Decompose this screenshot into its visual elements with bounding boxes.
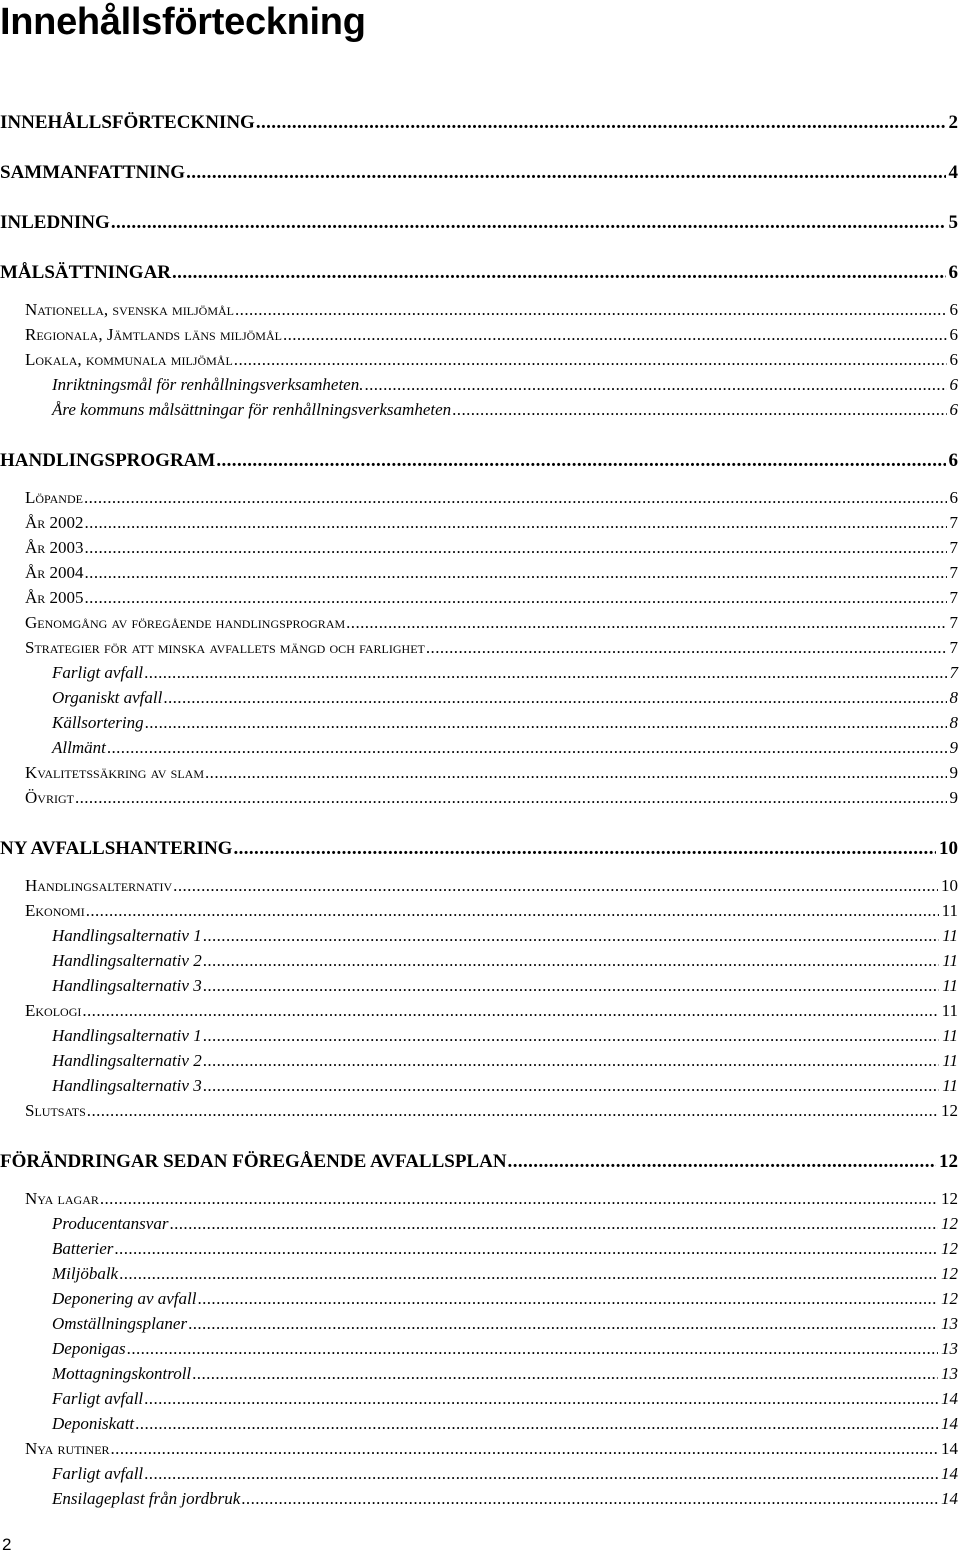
toc-entry-page: 6 <box>949 300 958 319</box>
toc-entry-label: Deponering av avfall <box>52 1289 197 1308</box>
toc-entry[interactable] <box>0 1338 958 1360</box>
dot-leader <box>172 261 945 285</box>
dot-leader <box>144 662 946 684</box>
toc-entry-label: Nationella, svenska miljömål <box>25 300 235 319</box>
toc-entry[interactable] <box>0 900 958 922</box>
toc-entry-page: 14 <box>941 1464 958 1483</box>
toc-entry-label: Handlingsalternativ 3 <box>52 976 202 995</box>
dot-leader <box>85 587 947 609</box>
dot-leader <box>205 762 946 784</box>
dot-leader <box>107 737 947 759</box>
dot-leader <box>234 349 947 371</box>
toc-entry-label: HANDLINGSPROGRAM <box>0 450 216 471</box>
toc-entry-page: 6 <box>949 350 958 369</box>
toc-entry-page: 6 <box>948 262 958 283</box>
toc-entry[interactable] <box>0 537 958 559</box>
toc-entry-label: MÅLSÄTTNINGAR <box>0 262 172 283</box>
dot-leader <box>283 324 947 346</box>
toc-entry-page: 2 <box>948 112 958 133</box>
dot-leader <box>119 1263 938 1285</box>
toc-entry-page: 7 <box>949 638 958 657</box>
toc-entry-page: 11 <box>941 1001 958 1020</box>
toc-entry-label: Handlingsalternativ <box>25 876 173 895</box>
toc-entry-label: Handlingsalternativ 1 <box>52 1026 202 1045</box>
toc-entry-page: 11 <box>942 1051 958 1070</box>
toc-entry[interactable] <box>0 762 958 784</box>
dot-leader <box>84 487 947 509</box>
toc-entry[interactable] <box>0 324 958 346</box>
toc-entry-label: Batterier <box>52 1239 114 1258</box>
toc-entry-label: Nya lagar <box>25 1189 99 1208</box>
toc-entry-label: Farligt avfall <box>52 663 144 682</box>
toc-entry-label: Lokala, kommunala miljömål <box>25 350 233 369</box>
toc-entry-label: Ensilageplast från jordbruk <box>52 1489 241 1508</box>
toc-entry-page: 14 <box>941 1414 958 1433</box>
toc-entry[interactable] <box>0 875 958 897</box>
toc-entry-label: Farligt avfall <box>52 1389 144 1408</box>
dot-leader <box>186 161 945 185</box>
dot-leader <box>203 975 940 997</box>
toc-entry[interactable] <box>0 950 958 972</box>
toc-entry[interactable] <box>0 662 958 684</box>
toc-entry[interactable] <box>0 111 958 135</box>
toc-entry-label: Allmänt <box>52 738 106 757</box>
toc-entry[interactable] <box>0 1488 958 1510</box>
toc-entry[interactable] <box>0 1388 958 1410</box>
toc-entry-label: INLEDNING <box>0 212 110 233</box>
toc-entry[interactable] <box>0 612 958 634</box>
toc-entry-label: Deponigas <box>52 1339 126 1358</box>
toc-entry[interactable] <box>0 449 958 473</box>
toc-entry-page: 6 <box>948 450 958 471</box>
toc-entry-page: 12 <box>941 1101 958 1120</box>
toc-entry-label: Organiskt avfall <box>52 688 163 707</box>
toc-entry-page: 12 <box>941 1214 958 1233</box>
toc-entry-page: 6 <box>949 325 958 344</box>
toc-entry-label: SAMMANFATTNING <box>0 162 186 183</box>
toc-entry-page: 12 <box>941 1189 958 1208</box>
dot-leader <box>203 1075 940 1097</box>
dot-leader <box>111 1438 938 1460</box>
toc-entry-label: Handlingsalternativ 2 <box>52 1051 202 1070</box>
toc-entry[interactable] <box>0 161 958 185</box>
dot-leader <box>163 687 946 709</box>
toc-entry[interactable] <box>0 487 958 509</box>
toc-entry-page: 7 <box>949 663 958 682</box>
toc-entry[interactable] <box>0 687 958 709</box>
toc-entry[interactable] <box>0 1238 958 1260</box>
toc-entry[interactable] <box>0 1438 958 1460</box>
toc-entry[interactable] <box>0 211 958 235</box>
toc-entry[interactable] <box>0 1075 958 1097</box>
toc-entry-label: Slutsats <box>25 1101 86 1120</box>
toc-entry-label: Handlingsalternativ 2 <box>52 951 202 970</box>
toc-entry-page: 8 <box>949 688 958 707</box>
toc-entry-page: 10 <box>941 876 958 895</box>
toc-entry-page: 10 <box>939 838 958 859</box>
toc-entry[interactable] <box>0 1050 958 1072</box>
toc-entry-page: 9 <box>949 763 958 782</box>
dot-leader <box>346 612 946 634</box>
toc-entry[interactable] <box>0 299 958 321</box>
toc-entry[interactable] <box>0 737 958 759</box>
toc-entry-label: Mottagningskontroll <box>52 1364 192 1383</box>
toc-entry-label: Farligt avfall <box>52 1464 144 1483</box>
dot-leader <box>192 1363 938 1385</box>
toc-entry-page: 13 <box>941 1339 958 1358</box>
toc-entry[interactable] <box>0 1463 958 1485</box>
toc-entry-page: 7 <box>949 538 958 557</box>
toc-entry-page: 13 <box>941 1314 958 1333</box>
page-number: 2 <box>2 1535 12 1554</box>
dot-leader <box>364 374 946 396</box>
toc-entry[interactable] <box>0 261 958 285</box>
toc-entry[interactable] <box>0 1188 958 1210</box>
toc-entry[interactable] <box>0 1025 958 1047</box>
dot-leader <box>203 925 940 947</box>
toc-entry-page: 12 <box>939 1151 958 1172</box>
dot-leader <box>100 1188 938 1210</box>
dot-leader <box>235 299 946 321</box>
toc-entry-page: 4 <box>948 162 958 183</box>
dot-leader <box>203 1025 940 1047</box>
dot-leader <box>188 1313 938 1335</box>
toc-entry-label: INNEHÅLLSFÖRTECKNING <box>0 112 255 133</box>
toc-entry-label: Ekonomi <box>25 901 85 920</box>
toc-entry-page: 8 <box>949 713 958 732</box>
toc-entry[interactable] <box>0 1000 958 1022</box>
toc-entry-page: 5 <box>948 212 958 233</box>
toc-entry[interactable] <box>0 1363 958 1385</box>
toc-entry[interactable] <box>0 587 958 609</box>
toc-entry-label: År 2002 <box>25 513 84 532</box>
toc-entry-label: År 2003 <box>25 538 84 557</box>
toc-entry[interactable] <box>0 349 958 371</box>
toc-entry-page: 7 <box>949 613 958 632</box>
toc-entry-label: Källsortering <box>52 713 144 732</box>
toc-entry-label: Producentansvar <box>52 1214 169 1233</box>
toc-entry[interactable] <box>0 712 958 734</box>
dot-leader <box>203 1050 940 1072</box>
toc-entry-page: 11 <box>942 951 958 970</box>
dot-leader <box>144 1463 938 1485</box>
toc-entry-label: Inriktningsmål för renhållningsverksamheten. <box>52 375 364 394</box>
toc-entry-page: 14 <box>941 1489 958 1508</box>
toc-entry[interactable] <box>0 787 958 809</box>
toc-entry-page: 6 <box>949 488 958 507</box>
toc-entry-label: Omställningsplaner <box>52 1314 188 1333</box>
dot-leader <box>87 1100 938 1122</box>
dot-leader <box>75 787 947 809</box>
toc-entry-page: 9 <box>949 788 958 807</box>
dot-leader <box>111 211 946 235</box>
toc-entry[interactable] <box>0 562 958 584</box>
toc-entry[interactable] <box>0 374 958 396</box>
dot-leader <box>233 837 936 861</box>
toc-entry-page: 7 <box>949 513 958 532</box>
toc-entry-label: Handlingsalternativ 3 <box>52 1076 202 1095</box>
toc-entry[interactable] <box>0 1313 958 1335</box>
dot-leader <box>508 1150 936 1174</box>
toc-entry-label: Miljöbalk <box>52 1264 119 1283</box>
toc-entry-page: 9 <box>949 738 958 757</box>
toc-entry-label: Ekologi <box>25 1001 82 1020</box>
dot-leader <box>203 950 940 972</box>
toc-entry[interactable] <box>0 1100 958 1122</box>
toc-entry[interactable] <box>0 1213 958 1235</box>
toc-entry[interactable] <box>0 637 958 659</box>
toc-entry-label: Åre kommuns målsättningar för renhållningsverksamheten <box>52 400 452 419</box>
toc-entry-page: 11 <box>942 976 958 995</box>
dot-leader <box>169 1213 938 1235</box>
toc-entry-label: År 2005 <box>25 588 84 607</box>
toc-entry-page: 11 <box>942 1076 958 1095</box>
dot-leader <box>85 537 947 559</box>
toc-entry-page: 11 <box>942 1026 958 1045</box>
toc-entry-page: 14 <box>941 1439 958 1458</box>
dot-leader <box>114 1238 938 1260</box>
toc-entry-page: 13 <box>941 1364 958 1383</box>
dot-leader <box>145 712 947 734</box>
toc-entry[interactable] <box>0 1150 958 1174</box>
dot-leader <box>86 900 939 922</box>
page-title: Innehållsförteckning <box>0 1 366 43</box>
toc-entry-label: År 2004 <box>25 563 84 582</box>
toc-entry-label: Nya rutiner <box>25 1439 110 1458</box>
toc-entry-label: Kvalitetssäkring av slam <box>25 763 205 782</box>
toc-entry[interactable] <box>0 1263 958 1285</box>
toc-entry-page: 12 <box>941 1264 958 1283</box>
toc-entry-page: 12 <box>941 1239 958 1258</box>
dot-leader <box>241 1488 938 1510</box>
toc-entry-label: FÖRÄNDRINGAR SEDAN FÖREGÅENDE AVFALLSPLAN <box>0 1151 507 1172</box>
toc-entry[interactable] <box>0 512 958 534</box>
dot-leader <box>173 875 938 897</box>
toc-entry-page: 6 <box>949 400 958 419</box>
dot-leader <box>144 1388 938 1410</box>
dot-leader <box>256 111 946 135</box>
toc-entry-page: 7 <box>949 588 958 607</box>
toc-entry-page: 6 <box>949 375 958 394</box>
toc-entry-page: 11 <box>942 926 958 945</box>
dot-leader <box>82 1000 938 1022</box>
dot-leader <box>135 1413 938 1435</box>
toc-entry[interactable] <box>0 975 958 997</box>
toc-entry-page: 14 <box>941 1389 958 1408</box>
toc-entry[interactable] <box>0 1413 958 1435</box>
toc-entry[interactable] <box>0 1288 958 1310</box>
dot-leader <box>426 637 947 659</box>
toc-entry-label: Handlingsalternativ 1 <box>52 926 202 945</box>
toc-entry-label: Deponiskatt <box>52 1414 135 1433</box>
toc-entry-page: 12 <box>941 1289 958 1308</box>
toc-entry-label: NY AVFALLSHANTERING <box>0 838 233 859</box>
toc-entry[interactable] <box>0 399 958 421</box>
toc-entry-label: Övrigt <box>25 788 74 807</box>
dot-leader <box>197 1288 938 1310</box>
toc-entry[interactable] <box>0 925 958 947</box>
toc-entry-page: 7 <box>949 563 958 582</box>
toc-entry-label: Regionala, Jämtlands läns miljömål <box>25 325 282 344</box>
toc-entry-label: Löpande <box>25 488 83 507</box>
toc-entry-label: Strategier för att minska avfallets mängd och farlighet <box>25 638 425 657</box>
dot-leader <box>85 562 947 584</box>
dot-leader <box>85 512 947 534</box>
dot-leader <box>127 1338 938 1360</box>
dot-leader <box>216 449 945 473</box>
toc-entry-label: Genomgång av föregående handlingsprogram <box>25 613 346 632</box>
toc-entry-page: 11 <box>941 901 958 920</box>
dot-leader <box>452 399 946 421</box>
toc-entry[interactable] <box>0 837 958 861</box>
